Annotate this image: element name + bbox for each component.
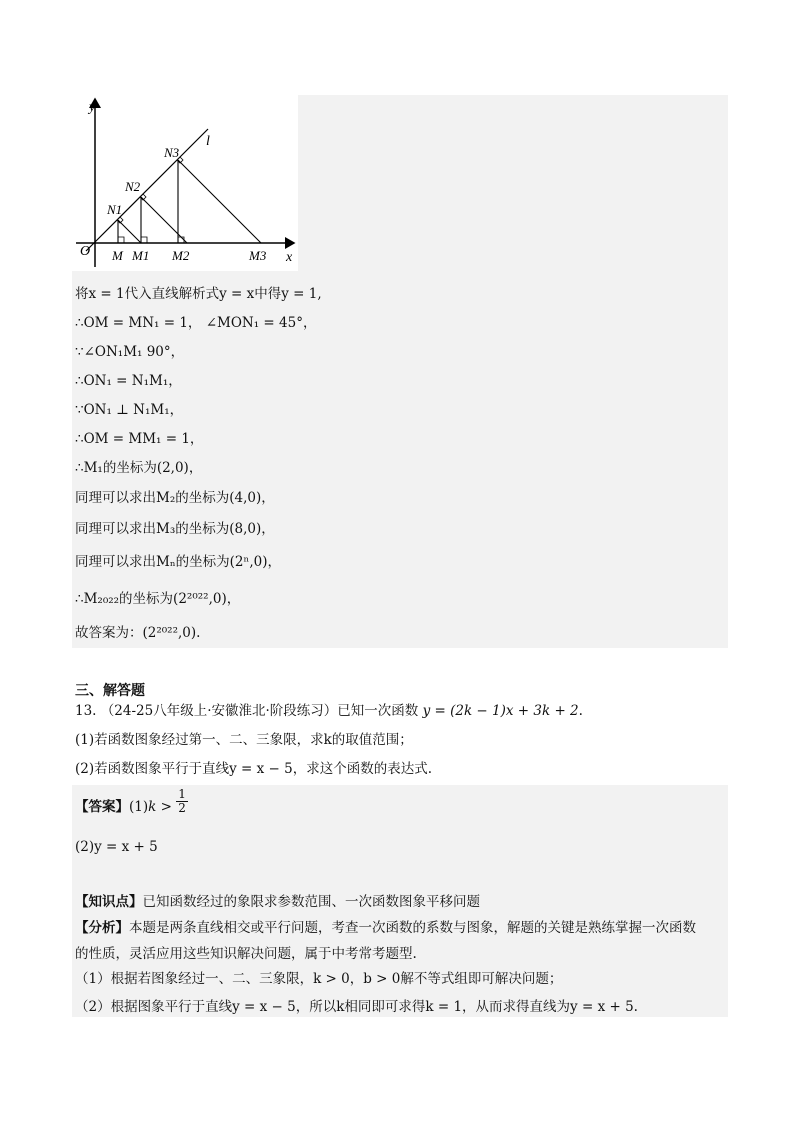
analysis-step-1: （1）根据若图象经过一、二、三象限，k > 0，b > 0解不等式组即可解决问题； bbox=[75, 971, 563, 987]
label-O: O bbox=[80, 244, 91, 259]
solution-line-7: ∴M₁的坐标为(2,0)， bbox=[75, 460, 203, 476]
solution-line-2: ∴OM = MN₁ = 1， ∠MON₁ = 45°， bbox=[75, 315, 317, 331]
knowledge-label: 【知识点】 bbox=[75, 894, 143, 910]
section-title: 三、解答题 bbox=[75, 683, 145, 699]
question-part-1: (1)若函数图象经过第一、二、三象限，求k的取值范围； bbox=[75, 732, 413, 748]
label-x: x bbox=[286, 250, 293, 265]
analysis-line-1 bbox=[75, 919, 696, 937]
answer-part1: k > bbox=[148, 799, 172, 815]
answer-fraction bbox=[176, 788, 188, 815]
right-angle-M2 bbox=[178, 237, 184, 243]
segment-N2M2 bbox=[141, 197, 187, 243]
label-N1: N1 bbox=[107, 202, 123, 217]
answer-line-2: (2)y = x + 5 bbox=[75, 839, 158, 855]
question-stem: 13. （24-25八年级上·安徽淮北·阶段练习）已知一次函数 y = (2k − 1)x + 3k + 2. bbox=[75, 703, 583, 719]
answer-line-1 bbox=[75, 787, 188, 816]
analysis-line-2: 的性质，灵活应用这些知识解决问题，属于中考常考题型. bbox=[75, 946, 417, 962]
label-M2: M2 bbox=[172, 248, 190, 263]
solution-line-9: 同理可以求出M₃的坐标为(8,0)， bbox=[75, 521, 275, 537]
label-l: l bbox=[206, 134, 210, 149]
figure-svg bbox=[72, 95, 298, 271]
knowledge-line bbox=[75, 893, 480, 911]
right-angle-M bbox=[118, 237, 124, 243]
solution-line-1: 将x = 1代入直线解析式y = x中得y = 1, bbox=[75, 286, 322, 302]
segment-N3M3 bbox=[178, 160, 261, 243]
label-M1: M1 bbox=[132, 248, 150, 263]
answer-label: 【答案】 bbox=[75, 799, 129, 815]
analysis-text-1: 本题是两条直线相交或平行问题，考查一次函数的系数与图象，解题的关键是熟练掌握一次函数 bbox=[129, 920, 696, 936]
knowledge-text: 已知函数经过的象限求参数范围、一次函数图象平移问题 bbox=[142, 894, 480, 910]
analysis-label: 【分析】 bbox=[75, 920, 129, 936]
solution-line-10: 同理可以求出Mₙ的坐标为(2ⁿ,0)， bbox=[75, 554, 282, 570]
segment-N1M1 bbox=[118, 220, 141, 243]
question-source: （24-25八年级上·安徽淮北·阶段练习）已知一次函数 bbox=[100, 703, 419, 719]
answer-part1-prefix: (1) bbox=[129, 799, 149, 815]
label-N2: N2 bbox=[125, 179, 141, 194]
question-part-2: (2)若函数图象平行于直线y = x − 5，求这个函数的表达式. bbox=[75, 761, 433, 777]
solution-line-12: 故答案为：(2²⁰²²,0). bbox=[75, 625, 201, 641]
geometry-figure bbox=[72, 95, 298, 271]
line-l bbox=[86, 129, 208, 251]
label-N3: N3 bbox=[164, 145, 180, 160]
solution-line-3: ∵∠ON₁M₁ 90°， bbox=[75, 344, 185, 360]
fraction-denominator: 2 bbox=[178, 801, 186, 815]
analysis-step-2: （2）根据图象平行于直线y = x − 5，所以k相同即可求得k = 1，从而求得直线为y = x + 5. bbox=[75, 999, 638, 1015]
fraction-numerator: 1 bbox=[178, 787, 186, 801]
label-M3: M3 bbox=[249, 248, 267, 263]
solution-line-8: 同理可以求出M₂的坐标为(4,0)， bbox=[75, 490, 275, 506]
solution-line-11: ∴M₂₀₂₂的坐标为(2²⁰²²,0)， bbox=[75, 591, 241, 607]
question-function: y = (2k − 1)x + 3k + 2 bbox=[422, 703, 579, 719]
right-angle-M1 bbox=[141, 237, 147, 243]
question-number: 13. bbox=[75, 703, 97, 719]
solution-line-6: ∴OM = MM₁ = 1， bbox=[75, 431, 204, 447]
solution-line-4: ∴ON₁ = N₁M₁， bbox=[75, 373, 182, 389]
solution-line-5: ∵ON₁ ⊥ N₁M₁， bbox=[75, 402, 184, 418]
label-y: y bbox=[89, 100, 96, 115]
label-M: M bbox=[112, 248, 123, 263]
